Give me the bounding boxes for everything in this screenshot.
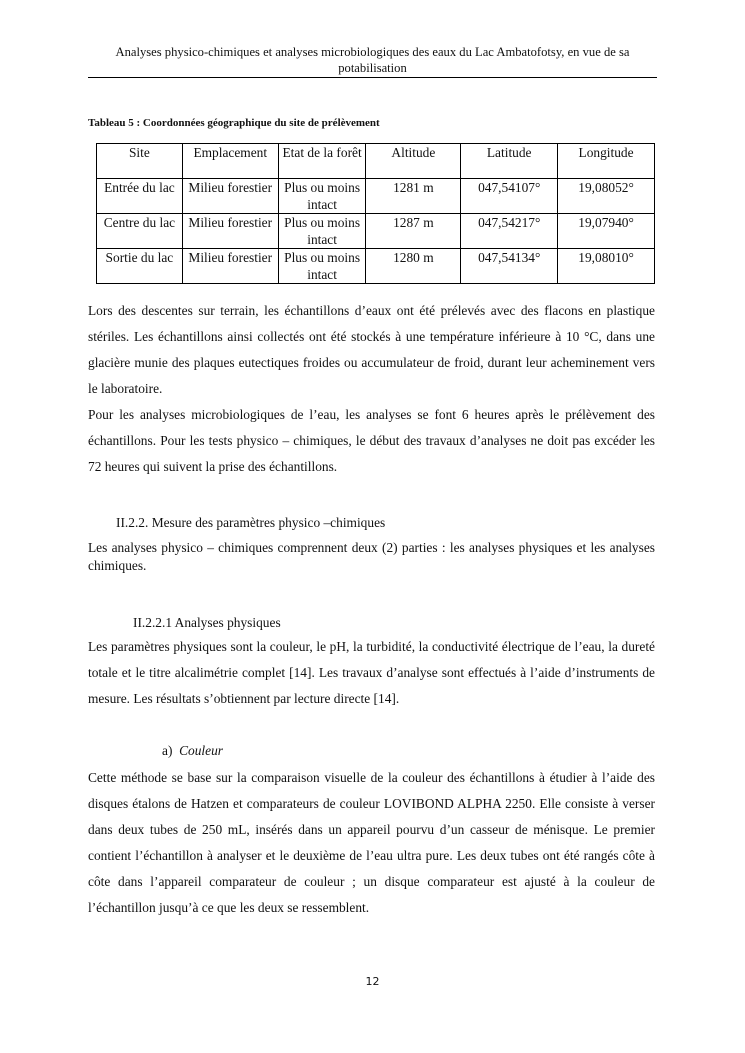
table-cell: Plus ou moins intact xyxy=(278,249,366,284)
list-marker: a) xyxy=(162,743,173,758)
table-cell: 19,07940° xyxy=(558,214,655,249)
paragraph-physico-chimiques: Les analyses physico – chimiques comprennent deux (2) parties : les analyses physiques et les analyses chimiques. xyxy=(88,540,655,573)
table-cell: 1281 m xyxy=(366,179,461,214)
header-divider xyxy=(88,77,657,78)
column-header: Etat de la forêt xyxy=(278,144,366,179)
table-cell: Milieu forestier xyxy=(182,179,278,214)
table-cell: Sortie du lac xyxy=(97,249,183,284)
paragraph-couleur: Cette méthode se base sur la comparaison visuelle de la couleur des échantillons à étudier à l’aide des disques étalons de Hatzen et comparateurs de couleur LOVIBOND ALPHA 2250. Elle consiste à verser dans deux tubes de 250 mL, insérés dans un appareil pourvu d’un casseur de ménisque. Le premier contient l’échantillon à analyser et le deuxième de l’eau ultra pure. Les deux tubes ont été rangés côte à côte dans l’appareil comparateur de couleur ; un disque comparateur est ajusté à la couleur de l’échantillon jusqu’à ce que les deux se ressemblent. xyxy=(88,770,655,915)
table-row xyxy=(97,179,655,214)
subsubsection-title: Couleur xyxy=(179,743,224,758)
table-cell: Entrée du lac xyxy=(97,179,183,214)
column-header: Altitude xyxy=(366,144,461,179)
table-row xyxy=(97,249,655,284)
paragraph-parametres: Les paramètres physiques sont la couleur, le pH, la turbidité, la conductivité électrique de l’eau, la dureté totale et le titre alcalimétrie complet [14]. Les travaux d’analyse sont effectués à l’aide d’instruments de mesure. Les résultats s’obtiennent par lecture directe [14]. xyxy=(88,639,655,706)
table-row xyxy=(97,214,655,249)
table-cell: 047,54217° xyxy=(461,214,558,249)
section-heading: II.2.2. Mesure des paramètres physico –chimiques xyxy=(116,515,386,530)
table-cell: Centre du lac xyxy=(97,214,183,249)
table-cell: 047,54107° xyxy=(461,179,558,214)
subsubsection-heading xyxy=(162,743,223,759)
column-header: Site xyxy=(97,144,183,179)
column-header: Latitude xyxy=(461,144,558,179)
paragraph-timing: Pour les analyses microbiologiques de l’eau, les analyses se font 6 heures après le prélèvement des échantillons. Pour les tests physico – chimiques, le début des travaux d’analyses ne doit pas excéder les 72 heures qui suivent la prise des échantillons. xyxy=(88,407,655,474)
table-cell: Milieu forestier xyxy=(182,249,278,284)
page-header: Analyses physico-chimiques et analyses microbiologiques des eaux du Lac Ambatofotsy, en vue de sa potabilisation xyxy=(115,45,630,75)
table-cell: 047,54134° xyxy=(461,249,558,284)
table-cell: 1280 m xyxy=(366,249,461,284)
paragraph-sampling: Lors des descentes sur terrain, les échantillons d’eaux ont été prélevés avec des flacons en plastique stériles. Les échantillons ainsi collectés ont été stockés à une température inférieure à 10 °C, dans une glacière munie des plaques eutectiques froides ou accumulateur de froid, durant leur acheminement vers le laboratoire. xyxy=(88,303,655,396)
table-header-row xyxy=(97,144,655,179)
column-header: Emplacement xyxy=(182,144,278,179)
subsection-heading: II.2.2.1 Analyses physiques xyxy=(133,615,281,630)
page-number: 12 xyxy=(365,975,380,988)
coordinates-table xyxy=(96,143,655,284)
table-cell: Milieu forestier xyxy=(182,214,278,249)
table-cell: 19,08052° xyxy=(558,179,655,214)
table-cell: Plus ou moins intact xyxy=(278,179,366,214)
column-header: Longitude xyxy=(558,144,655,179)
table-cell: 19,08010° xyxy=(558,249,655,284)
table-cell: Plus ou moins intact xyxy=(278,214,366,249)
table-cell: 1287 m xyxy=(366,214,461,249)
table-caption: Tableau 5 : Coordonnées géographique du site de prélèvement xyxy=(88,117,380,129)
